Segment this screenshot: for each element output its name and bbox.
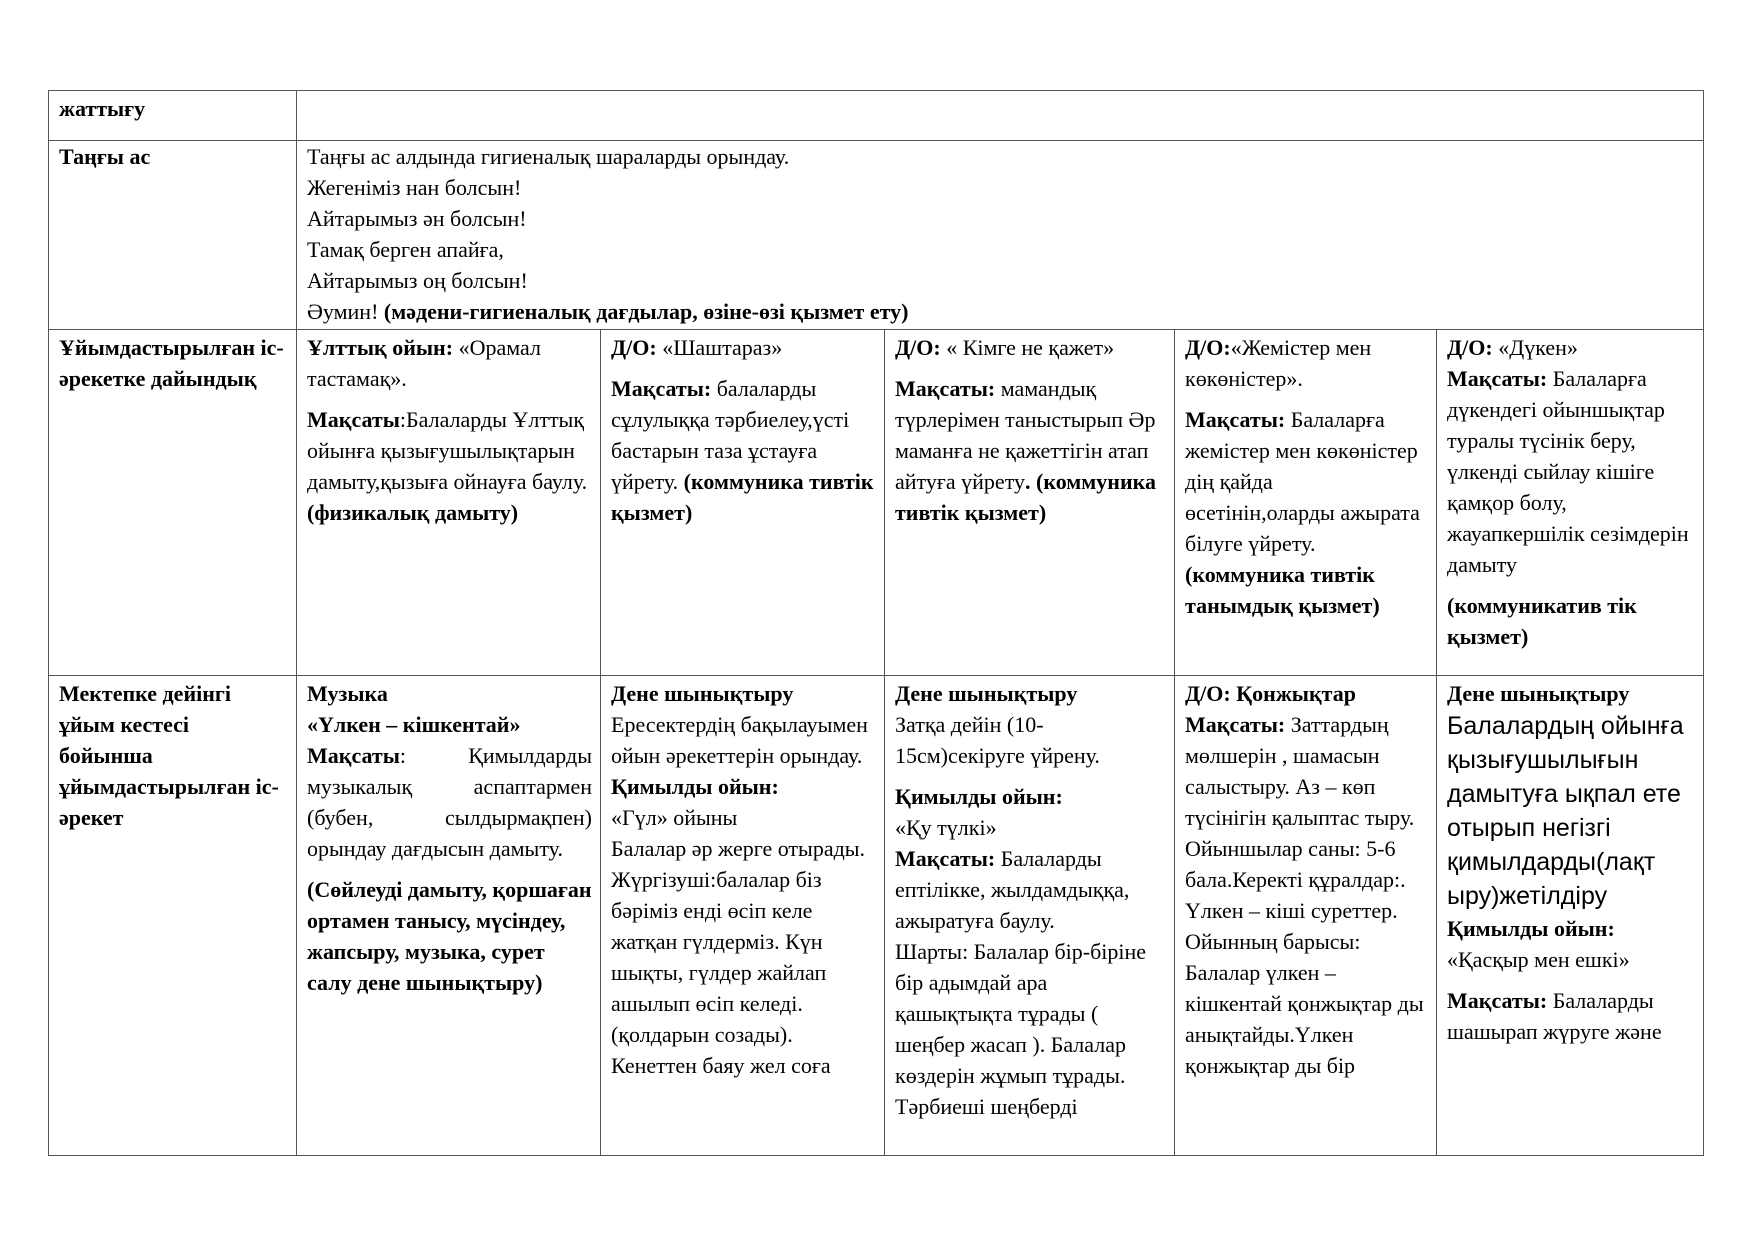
pe3-goal-text: Балаларды шашырап жүруге және xyxy=(1447,988,1662,1044)
prep-area: (коммуникатив тік қызмет) xyxy=(1447,593,1637,649)
prep-goal-label: Мақсаты: xyxy=(1185,407,1286,432)
prep-title-text: «Шаштараз» xyxy=(662,335,783,360)
pe1-intro: Ересектердің бақылауымен ойын әрекеттерін орындау. xyxy=(611,712,868,768)
prep-title-label: Д/О: xyxy=(895,335,941,360)
prep-goal-label: Мақсаты: xyxy=(895,376,996,401)
music-goal-text: : Қимылдарды музыкалық аспаптармен (бубен, сылдырмақпен) орындау дағдысын дамыту. xyxy=(307,743,592,861)
prep-title-text: «Жемістер мен көкөністер». xyxy=(1185,335,1372,391)
prep-title-text: « Кімге не қажет» xyxy=(946,335,1115,360)
breakfast-last-line xyxy=(307,296,1695,327)
prep-goal-text: мамандық түрлерімен таныстырып Әр маманға не қажеттігін атап айтуға үйрету xyxy=(895,376,1156,494)
row-schedule xyxy=(49,676,1704,1156)
prep-area: (физикалық дамыту) xyxy=(307,500,519,525)
row-label-preparation: Ұйымдастырылған іс-әрекетке дайындық xyxy=(49,330,297,676)
plan-table xyxy=(48,90,1704,1156)
exercise-content xyxy=(297,91,1704,141)
row-breakfast xyxy=(49,141,1704,330)
prep-area: . (коммуника тивтік қызмет) xyxy=(895,469,1156,525)
schedule-cell-bears xyxy=(1175,676,1437,1156)
breakfast-content xyxy=(297,141,1704,330)
prep-cell-fruits xyxy=(1175,330,1437,676)
bears-title: Д/О: Қонжықтар xyxy=(1185,681,1356,706)
pe2-title: Дене шынықтыру xyxy=(895,681,1078,706)
pe2-game-name: «Қу түлкі» xyxy=(895,815,997,840)
row-exercise xyxy=(49,91,1704,141)
prep-goal-text: балаларды сұлулыққа тәрбиелеу,үсті бастарын таза ұстауға үйрету. xyxy=(611,376,850,494)
breakfast-skill-area: (мәдени-гигиеналық дағдылар, өзіне-өзі қызмет ету) xyxy=(383,299,909,324)
pe2-game-label: Қимылды ойын: xyxy=(895,784,1063,809)
prep-area: (коммуника тивтік танымдық қызмет) xyxy=(1185,562,1380,618)
pe1-game-label: Қимылды ойын: xyxy=(611,774,779,799)
music-goal-label: Мақсаты xyxy=(307,743,400,768)
bears-goal-label: Мақсаты: xyxy=(1185,712,1286,737)
prep-area: (коммуника тивтік қызмет) xyxy=(611,469,874,525)
breakfast-line: Айтарымыз оң болсын! xyxy=(307,268,528,293)
pe2-text: Шарты: Балалар бір-біріне бір адымдай ара қашықтықта тұрады ( шеңбер жасап ). Балалар көздерін жұмып тұрады. Тәрбиеші шеңберді xyxy=(895,939,1147,1119)
prep-title-text: «Дүкен» xyxy=(1498,335,1578,360)
music-subtitle: «Үлкен – кішкентай» xyxy=(307,712,521,737)
pe1-text: Балалар әр жерге отырады. Жүргізуші:балалар біз бәріміз енді өсіп келе жатқан гүлдерміз. Күн шықты, гүлдер жайлап ашылып өсіп келеді. (қолдарын созады). Кенеттен баяу жел соға xyxy=(611,836,866,1078)
pe2-goal-text: Балаларды ептілікке, жылдамдыққа, ажыратуға баулу. xyxy=(895,846,1130,933)
row-preparation xyxy=(49,330,1704,676)
pe1-title: Дене шынықтыру xyxy=(611,681,794,706)
prep-goal-text: :Балаларды Ұлттық ойынға қызығушылықтарын дамыту,қызыға ойнауға баулу. xyxy=(307,407,588,494)
row-label-exercise: жаттығу xyxy=(49,91,297,141)
pe2-intro: Затқа дейін (10-15см)секіруге үйрену. xyxy=(895,712,1100,768)
breakfast-amen: Әумин! xyxy=(307,299,379,324)
prep-cell-shop xyxy=(1437,330,1704,676)
schedule-cell-music xyxy=(297,676,601,1156)
prep-title-label: Д/О: xyxy=(1185,335,1231,360)
schedule-cell-pe-1 xyxy=(601,676,885,1156)
schedule-cell-pe-3 xyxy=(1437,676,1704,1156)
pe3-game-name: «Қасқыр мен ешкі» xyxy=(1447,947,1630,972)
breakfast-line: Айтарымыз ән болсын! xyxy=(307,206,527,231)
prep-goal-text: Балаларға жемістер мен көкөністер дің қайда өсетінін,оларды ажырата білуге үйрету. xyxy=(1185,407,1420,556)
pe3-title: Дене шынықтыру xyxy=(1447,681,1630,706)
prep-title-label: Д/О: xyxy=(1447,335,1493,360)
pe1-game-name: «Гүл» ойыны xyxy=(611,805,738,830)
pe2-goal-label: Мақсаты: xyxy=(895,846,996,871)
schedule-cell-pe-2 xyxy=(885,676,1175,1156)
breakfast-line: Таңғы ас алдында гигиеналық шараларды орындау. xyxy=(307,144,790,169)
pe3-intro: Балалардың ойынға қызығушылығын дамытуға ықпал ете отырып негізгі қимылдарды(лақт ыру)жетілдіру xyxy=(1447,712,1684,910)
breakfast-line: Тамақ берген апайға, xyxy=(307,237,504,262)
prep-title-label: Ұлттық ойын: xyxy=(307,335,454,360)
prep-cell-national-game xyxy=(297,330,601,676)
prep-goal-label: Мақсаты xyxy=(307,407,400,432)
prep-goal-text: Балаларға дүкендегі ойыншықтар туралы түсінік беру, үлкенді сыйлау кішіге қамқор болу, жауапкершілік сезімдерін дамыту xyxy=(1447,366,1689,577)
prep-goal-label: Мақсаты: xyxy=(611,376,712,401)
row-label-breakfast: Таңғы ас xyxy=(49,141,297,330)
prep-cell-hairdresser xyxy=(601,330,885,676)
music-areas: (Сөйлеуді дамыту, қоршаған ортамен танысу, мүсіндеу, жапсыру, музыка, сурет салу дене шынықтыру) xyxy=(307,877,592,995)
breakfast-line: Жегеніміз нан болсын! xyxy=(307,175,522,200)
prep-goal-label: Мақсаты: xyxy=(1447,366,1548,391)
row-label-schedule: Мектепке дейінгі ұйым кестесі бойынша ұйымдастырылған іс-әрекет xyxy=(49,676,297,1156)
music-title: Музыка xyxy=(307,681,388,706)
bears-goal-text: Заттардың мөлшерін , шамасын салыстыру. Аз – көп түсінігін қалыптас тыру. Ойыншылар саны: 5-6 бала.Керекті құралдар:. Үлкен – кіші суреттер. Ойынның барысы: Балалар үлкен – кішкентай қонжықтар ды анықтайды.Үлкен қонжықтар ды бір xyxy=(1185,712,1424,1078)
pe3-goal-label: Мақсаты: xyxy=(1447,988,1548,1013)
pe3-game-label: Қимылды ойын: xyxy=(1447,916,1615,941)
prep-title-label: Д/О: xyxy=(611,335,657,360)
prep-title-text: «Орамал тастамақ». xyxy=(307,335,541,391)
prep-cell-professions xyxy=(885,330,1175,676)
